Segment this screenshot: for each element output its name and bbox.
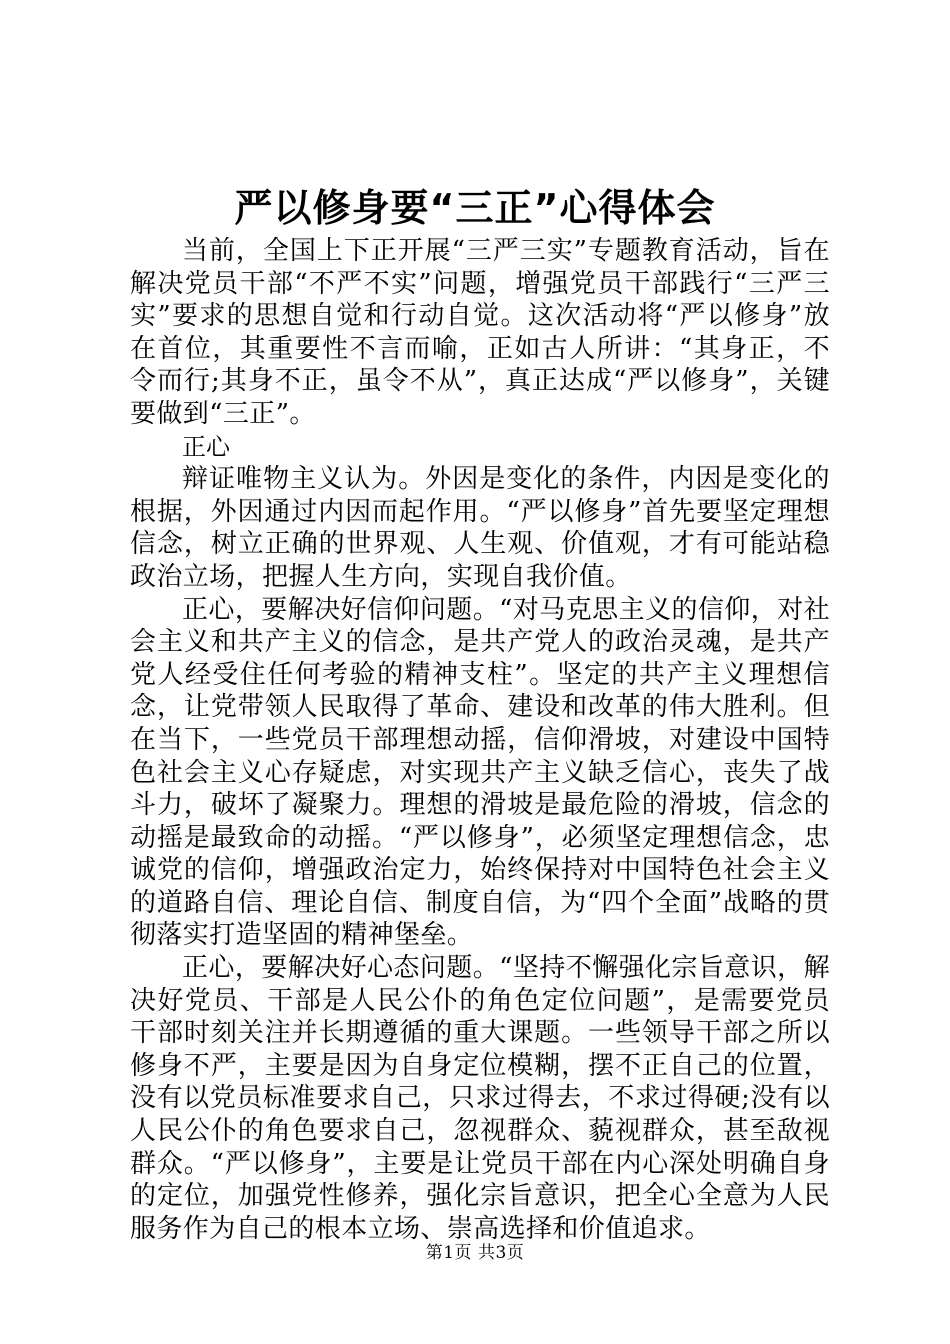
page-footer: 第1页 共3页 <box>425 1243 525 1263</box>
paragraph-mindset: 正心，要解决好心态问题。“坚持不懈强化宗旨意识，解决好党员、干部是人民公仆的角色定位问题”，是需要党员干部时刻关注并长期遵循的重大课题。一些领导干部之所以修身不严，主要是因为自身定位模糊，摆不正自己的位置，没有以党员标准要求自己，只求过得去，不求过得硬;没有以人民公仆的角色要求自己，忽视群众、藐视群众，甚至敌视群众。“严以修身”，主要是让党员干部在内心深处明确自身的定位，加强党性修养，强化宗旨意识，把全心全意为人民服务作为自己的根本立场、崇高选择和价值追求。 <box>130 953 830 1244</box>
paragraph-belief: 正心，要解决好信仰问题。“对马克思主义的信仰，对社会主义和共产主义的信念，是共产党人的政治灵魂，是共产党人经受住任何考验的精神支柱”。坚定的共产主义理想信念，让党带领人民取得了革命、建设和改革的伟大胜利。但在当下，一些党员干部理想动摇，信仰滑坡，对建设中国特色社会主义心存疑虑，对实现共产主义缺乏信心，丧失了战斗力，破坏了凝聚力。理想的滑坡是最危险的滑坡，信念的动摇是最致命的动摇。“严以修身”，必须坚定理想信念，忠诚党的信仰，增强政治定力，始终保持对中国特色社会主义的道路自信、理论自信、制度自信，为“四个全面”战略的贯彻落实打造坚固的精神堡垒。 <box>130 594 830 951</box>
section-heading-zhengxin: 正心 <box>182 432 230 461</box>
document-title: 严以修身要“三正”心得体会 <box>234 186 716 230</box>
document-body <box>130 235 830 1245</box>
paragraph-intro: 当前，全国上下正开展“三严三实”专题教育活动，旨在解决党员干部“不严不实”问题，增强党员干部践行“三严三实”要求的思想自觉和行动自觉。这次活动将“严以修身”放在首位，其重要性不言而喻，正如古人所讲：“其身正，不令而行;其身不正，虽令不从”，真正达成“严以修身”，关键要做到“三正”。 <box>130 236 830 429</box>
paragraph-dialectics: 辩证唯物主义认为。外因是变化的条件，内因是变化的根据，外因通过内因而起作用。“严以修身”首先要坚定理想信念，树立正确的世界观、人生观、价值观，才有可能站稳政治立场，把握人生方向，实现自我价值。 <box>130 464 830 592</box>
